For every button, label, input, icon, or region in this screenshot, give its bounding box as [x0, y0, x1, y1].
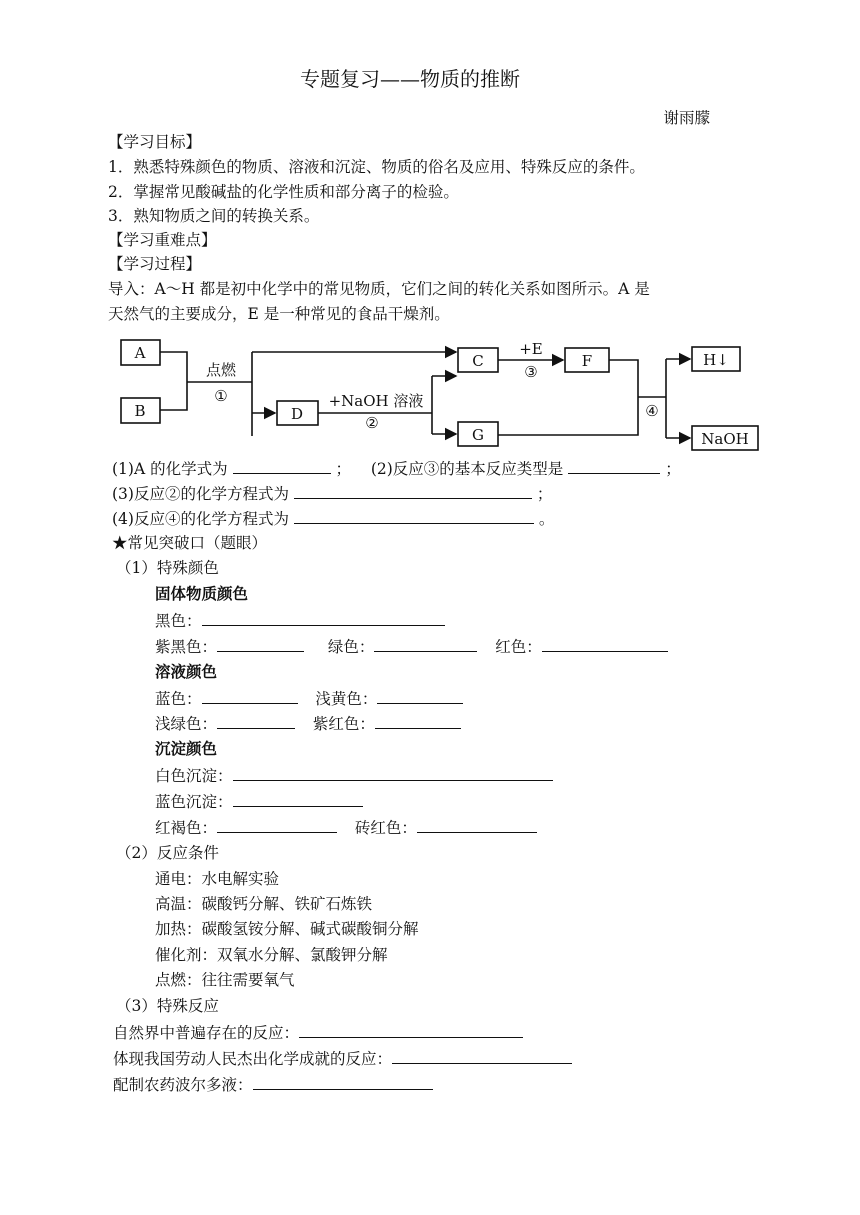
box-g-label: G — [472, 426, 484, 444]
intro-line-2: 天然气的主要成分，E 是一种常见的食品干燥剂。 — [108, 305, 450, 323]
bordeaux-label: 配制农药波尔多液： — [113, 1076, 253, 1094]
label-plus-e: +E — [519, 340, 543, 358]
blue-precip-blank[interactable] — [233, 791, 363, 807]
question-row-3 — [112, 483, 552, 504]
blue-label: 蓝色： — [155, 690, 202, 708]
solution-row-1 — [155, 688, 463, 709]
question-1-text: (1)A 的化学式为 — [112, 460, 228, 478]
question-2-text: (2)反应③的基本反应类型是 — [370, 460, 564, 478]
solid-color-heading: 固体物质颜色 — [155, 584, 249, 603]
author-name: 谢雨朦 — [663, 109, 710, 127]
key-points-heading: 【学习重难点】 — [108, 231, 217, 249]
box-c-label: C — [472, 352, 484, 370]
box-f-label: F — [581, 352, 593, 370]
goal-item-1: 1．熟悉特殊颜色的物质、溶液和沉淀、物质的俗名及应用、特殊反应的条件。 — [108, 158, 645, 176]
nature-row — [113, 1022, 523, 1043]
intro-line-1: 导入：A～H 都是初中化学中的常见物质，它们之间的转化关系如图所示。A 是 — [108, 280, 650, 298]
label-step-2: ② — [365, 414, 379, 432]
label-step-1: ① — [214, 387, 228, 405]
label-step-3: ③ — [524, 363, 538, 381]
process-heading: 【学习过程】 — [108, 255, 202, 273]
page-title: 专题复习——物质的推断 — [300, 67, 520, 91]
goals-heading: 【学习目标】 — [108, 133, 202, 151]
purple-red-label: 紫红色： — [312, 715, 375, 733]
box-naoh-label: NaOH — [701, 430, 749, 448]
goal-item-3: 3．熟知物质之间的转换关系。 — [108, 207, 320, 225]
achievement-blank[interactable] — [392, 1048, 572, 1064]
question-row-1 — [112, 458, 681, 479]
red-brown-blank[interactable] — [217, 817, 337, 833]
condition-item-5: 点燃：往往需要氧气 — [155, 971, 295, 989]
bordeaux-row — [113, 1074, 433, 1095]
blue-precip-label: 蓝色沉淀： — [155, 793, 233, 811]
special-heading: （3）特殊反应 — [116, 997, 219, 1015]
white-precip-label: 白色沉淀： — [155, 767, 233, 785]
blue-precip-row — [155, 791, 363, 812]
achievement-label: 体现我国劳动人民杰出化学成就的反应： — [113, 1050, 393, 1068]
label-naoh-solution: +NaOH 溶液 — [328, 392, 424, 410]
blue-blank[interactable] — [202, 688, 298, 704]
question-4-blank[interactable] — [294, 508, 534, 524]
green-label: 绿色： — [327, 638, 375, 656]
purple-black-blank[interactable] — [217, 636, 304, 652]
bordeaux-blank[interactable] — [253, 1074, 433, 1090]
condition-item-3: 加热：碳酸氢铵分解、碱式碳酸铜分解 — [155, 920, 419, 938]
red-label: 红色： — [495, 638, 542, 656]
goal-item-2: 2．掌握常见酸碱盐的化学性质和部分离子的检验。 — [108, 183, 459, 201]
question-1-blank[interactable] — [233, 458, 331, 474]
box-d-label: D — [290, 405, 304, 423]
question-4-text: (4)反应④的化学方程式为 — [112, 510, 289, 528]
achievement-row — [113, 1048, 572, 1069]
light-yellow-label: 浅黄色： — [315, 690, 378, 708]
red-blank[interactable] — [542, 636, 668, 652]
black-row — [155, 610, 445, 631]
solution-color-heading: 溶液颜色 — [155, 662, 218, 681]
precipitate-color-heading: 沉淀颜色 — [155, 739, 218, 758]
condition-item-1: 通电：水电解实验 — [155, 870, 280, 888]
box-a-label: A — [134, 344, 146, 362]
label-step-4: ④ — [645, 402, 659, 420]
nature-blank[interactable] — [299, 1022, 523, 1038]
conditions-heading: （2）反应条件 — [116, 844, 219, 862]
precip-row-3 — [155, 817, 537, 838]
question-2-end: ； — [665, 460, 681, 478]
question-3-end: ； — [536, 485, 553, 503]
question-4-end: 。 — [538, 510, 555, 528]
question-1-end: ； — [335, 460, 351, 478]
nature-label: 自然界中普遍存在的反应： — [113, 1024, 300, 1042]
green-blank[interactable] — [374, 636, 477, 652]
box-h-label: H↓ — [703, 351, 729, 369]
reaction-diagram — [100, 330, 780, 458]
red-brown-label: 红褐色： — [155, 819, 218, 837]
black-label: 黑色： — [155, 612, 202, 630]
question-2-blank[interactable] — [568, 458, 660, 474]
black-blank[interactable] — [202, 610, 445, 626]
light-green-label: 浅绿色： — [155, 715, 218, 733]
colors-heading: （1）特殊颜色 — [116, 559, 219, 577]
light-green-blank[interactable] — [217, 713, 295, 729]
question-3-blank[interactable] — [294, 483, 532, 499]
solid-colors-row — [155, 636, 668, 657]
question-3-text: (3)反应②的化学方程式为 — [112, 485, 289, 503]
purple-red-blank[interactable] — [375, 713, 461, 729]
condition-item-4: 催化剂：双氧水分解、氯酸钾分解 — [155, 946, 388, 964]
light-yellow-blank[interactable] — [377, 688, 463, 704]
solution-row-2 — [155, 713, 461, 734]
box-b-label: B — [134, 402, 146, 420]
brick-red-blank[interactable] — [417, 817, 537, 833]
white-precip-row — [155, 765, 553, 786]
white-precip-blank[interactable] — [233, 765, 553, 781]
brick-red-label: 砖红色： — [354, 819, 417, 837]
condition-item-2: 高温：碳酸钙分解、铁矿石炼铁 — [155, 895, 373, 913]
purple-black-label: 紫黑色： — [155, 638, 218, 656]
label-ignite: 点燃 — [205, 361, 237, 379]
breakthrough-heading: ★常见突破口（题眼） — [112, 534, 268, 552]
question-row-4 — [112, 508, 554, 529]
